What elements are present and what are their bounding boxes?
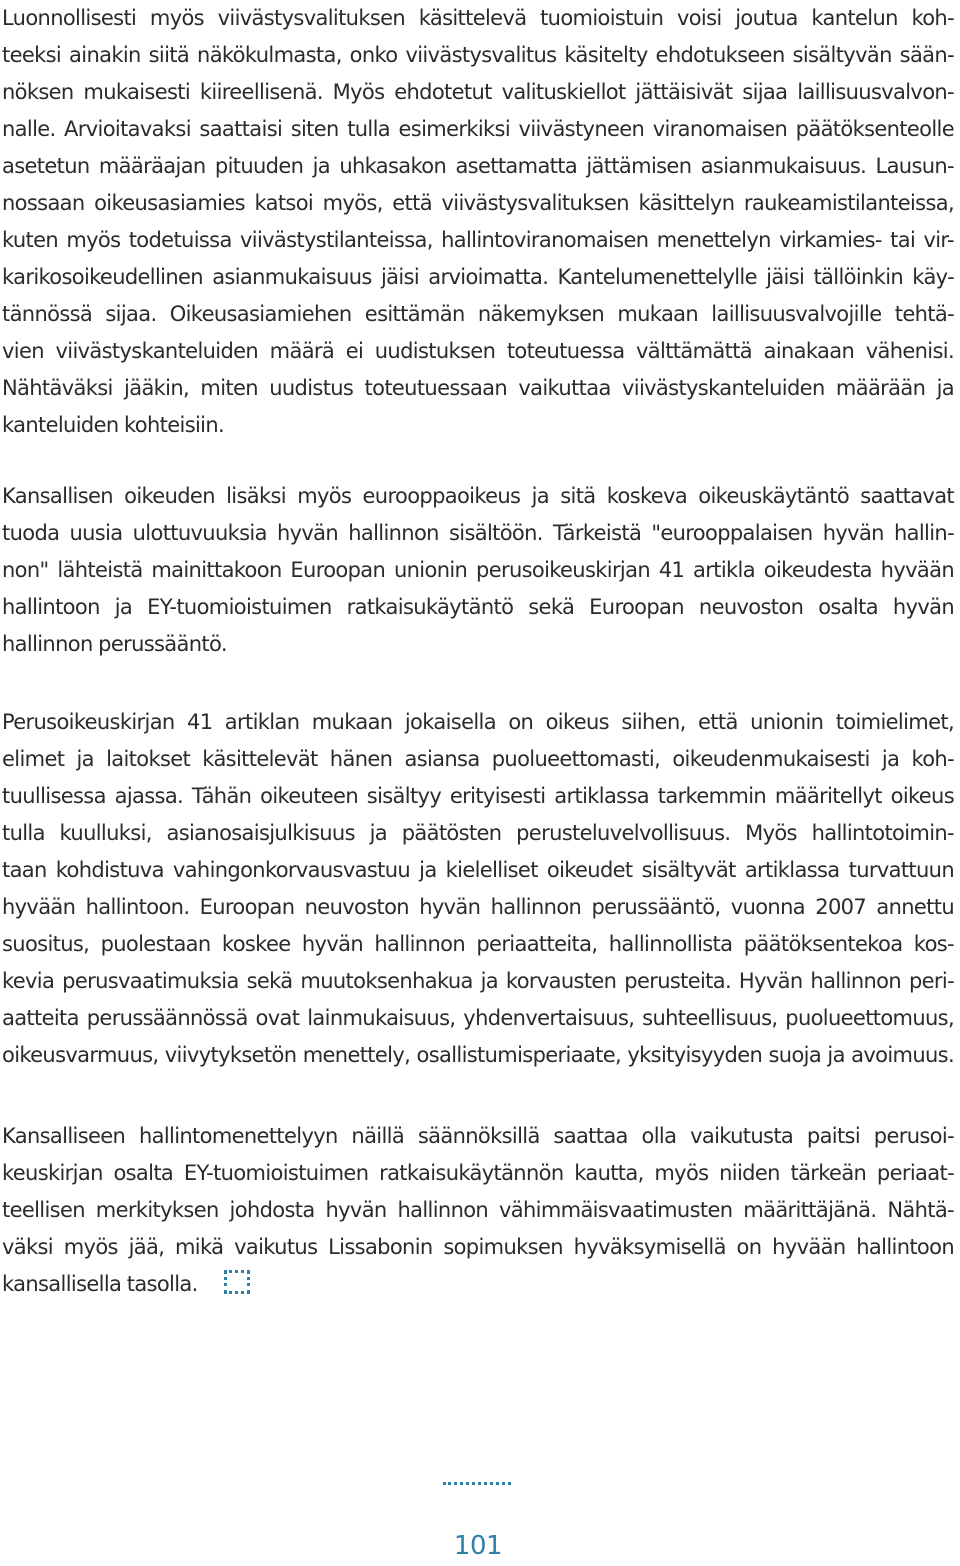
paragraph-line-final xyxy=(2,1266,954,1303)
paragraph-line: hallinnon perussääntö. xyxy=(2,632,227,656)
paragraph-line: tuullisessa ajassa. Tähän oikeuteen sisältyy erityisesti artiklassa tarkemmin määritellyt oikeus xyxy=(2,784,954,808)
paragraph-line: asetetun määräajan pituuden ja uhkasakon asettamatta jättämisen asianmukaisuus. Lausun- xyxy=(2,154,954,178)
paragraph-3 xyxy=(2,704,954,1074)
paragraph-1 xyxy=(2,0,954,444)
final-line-text: kansallisella tasolla. xyxy=(2,1272,198,1296)
paragraph-line: Kansalliseen hallintomenettelyyn näillä säännöksillä saattaa olla vaikutusta paitsi perusoi- xyxy=(2,1124,954,1148)
paragraph-line: tuoda uusia ulottuvuuksia hyvän hallinnon sisältöön. Tärkeistä "eurooppalaisen hyvän hallin- xyxy=(2,521,954,545)
paragraph-line: suositus, puolestaan koskee hyvän hallinnon periaatteita, hallinnollista päätöksentekoa kos- xyxy=(2,932,954,956)
paragraph-line: aatteita perussäännössä ovat lainmukaisuus, yhdenvertaisuus, suhteellisuus, puolueettomuus, xyxy=(2,1006,954,1030)
paragraph-line: Luonnollisesti myös viivästysvalituksen käsittelevä tuomioistuin voisi joutua kantelun koh- xyxy=(2,6,954,30)
paragraph-line: nöksen mukaisesti kiireellisenä. Myös ehdotetut valituskiellot jättäisivät sijaa laillisuusvalvon- xyxy=(2,80,954,104)
paragraph-line: tännössä sijaa. Oikeusasiamiehen esittämän näkemyksen mukaan laillisuusvalvojille tehtä- xyxy=(2,302,954,326)
paragraph-line: hallintoon ja EY-tuomioistuimen ratkaisukäytäntö sekä Euroopan neuvoston osalta hyvän xyxy=(2,595,954,619)
paragraph-line: hyvään hallintoon. Euroopan neuvoston hyvän hallinnon perussääntö, vuonna 2007 annettu xyxy=(2,895,954,919)
paragraph-line: taan kohdistuva vahingonkorvausvastuu ja kielelliset oikeudet sisältyvät artiklassa turvattuun xyxy=(2,858,954,882)
page-number: 101 xyxy=(453,1531,503,1561)
paragraph-line: oikeusvarmuus, viivytyksetön menettely, osallistumisperiaate, yksityisyyden suoja ja avoimuus. xyxy=(2,1043,954,1067)
paragraph-line: Nähtäväksi jääkin, miten uudistus toteutuessaan vaikuttaa viivästyskanteluiden määrään ja xyxy=(2,376,954,400)
end-of-article-icon xyxy=(224,1270,250,1294)
paragraph-line: Perusoikeuskirjan 41 artiklan mukaan jokaisella on oikeus siihen, että unionin toimielimet, xyxy=(2,710,954,734)
paragraph-line: kevia perusvaatimuksia sekä muutoksenhakua ja korvausten perusteita. Hyvän hallinnon peri- xyxy=(2,969,954,993)
paragraph-line: keuskirjan osalta EY-tuomioistuimen ratkaisukäytännön kautta, myös niiden tärkeän periaat- xyxy=(2,1161,954,1185)
paragraph-line: karikosoikeudellinen asianmukaisuus jäisi arvioimatta. Kantelumenettelylle jäisi tällöinkin käy- xyxy=(2,265,954,289)
paragraph-line: nalle. Arvioitavaksi saattaisi siten tulla esimerkiksi viivästyneen viranomaisen päätöksenteolle xyxy=(2,117,954,141)
paragraph-line: tulla kuulluksi, asianosaisjulkisuus ja päätösten perusteluvelvollisuus. Myös hallintotoimin- xyxy=(2,821,954,845)
paragraph-4 xyxy=(2,1118,954,1303)
paragraph-line: nossaan oikeusasiamies katsoi myös, että viivästysvalituksen käsittelyn raukeamistilanteissa, xyxy=(2,191,954,215)
paragraph-line: non" lähteistä mainittakoon Euroopan unionin perusoikeuskirjan 41 artikla oikeudesta hyvään xyxy=(2,558,954,582)
paragraph-line: Kansallisen oikeuden lisäksi myös eurooppaoikeus ja sitä koskeva oikeuskäytäntö saattavat xyxy=(2,484,954,508)
paragraph-line: kuten myös todetuissa viivästystilanteissa, hallintoviranomaisen menettelyn virkamies- tai vir- xyxy=(2,228,954,252)
paragraph-line: teellisen merkityksen johdosta hyvän hallinnon vähimmäisvaatimusten määrittäjänä. Nähtä- xyxy=(2,1198,954,1222)
paragraph-line: elimet ja laitokset käsittelevät hänen asiansa puolueettomasti, oikeudenmukaisesti ja koh- xyxy=(2,747,954,771)
paragraph-2 xyxy=(2,478,954,663)
paragraph-line: vien viivästyskanteluiden määrä ei uudistuksen toteutuessa välttämättä ainakaan vähenisi. xyxy=(2,339,954,363)
footer-dotted-rule xyxy=(443,1482,511,1485)
paragraph-line: teeksi ainakin siitä näkökulmasta, onko viivästysvalitus käsitelty ehdotukseen sisältyvän sään- xyxy=(2,43,954,67)
paragraph-line: väksi myös jää, mikä vaikutus Lissabonin sopimuksen hyväksymisellä on hyvään hallintoon xyxy=(2,1235,954,1259)
paragraph-line: kanteluiden kohteisiin. xyxy=(2,413,225,437)
